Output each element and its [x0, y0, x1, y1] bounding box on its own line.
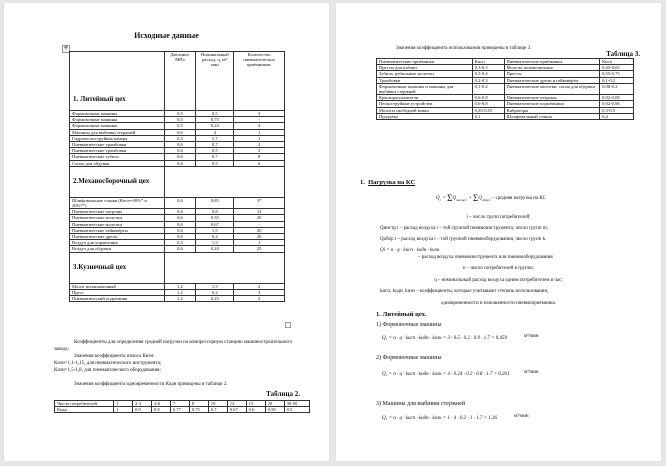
- foundry-subsection-title: 1. Литейный цех.: [376, 311, 427, 318]
- def-equipment-flow: Qобор i – расход воздуха i – той группой пневмооборудования, число групп k.: [380, 237, 547, 242]
- coefficient-value: 0,55-0,75: [600, 71, 634, 77]
- consumer-name: Продувка: [377, 113, 473, 119]
- value-cell: 0,6: [164, 197, 196, 208]
- section-1-heading: [360, 179, 415, 186]
- value-cell: 2: [234, 296, 285, 302]
- simultaneity-table: [54, 400, 310, 413]
- consumer-name: Пневматические гайковёрты: [70, 227, 165, 233]
- value-cell: 25: [234, 246, 285, 252]
- formula-term1-sub: инстр i: [455, 198, 468, 203]
- value-cell: 0,5: [196, 148, 234, 154]
- value-cell: 1: [234, 129, 285, 135]
- coefficient-value: 0,45-0,65: [600, 65, 634, 71]
- coefficient-value: 0,6-0,8: [472, 95, 504, 101]
- def-n: n – число потребителей в группе;: [462, 266, 535, 271]
- def-coefficients: kисп, kодн, kизн – коэффициенты, которые учитывают степень использования,: [380, 289, 549, 294]
- table-cell: 20: [265, 401, 284, 407]
- consumer-name: Шлифовальные станки (Кисп=40%* и 20%**): [70, 197, 165, 208]
- section-title: 2.Механосборочный цех: [70, 166, 165, 197]
- def-groups: i – число групп потребителей;: [466, 215, 531, 220]
- column-header: Кисп: [472, 59, 504, 65]
- value-cell: 0,25: [196, 296, 234, 302]
- empty-cell: [164, 166, 284, 197]
- coefficient-value: 0,1: [472, 113, 504, 119]
- table-cell: 0.77: [170, 407, 189, 413]
- table-cell: Число потребителей: [55, 401, 114, 407]
- table-cell: 0.8: [151, 407, 170, 413]
- def-group-flow: – расход воздуха пневмоинструмента или пневмооборудования: [418, 255, 553, 260]
- coefficient-value: 0,08-0,2: [600, 83, 634, 94]
- table-row: [55, 407, 310, 413]
- consumer-name: Сопло для обдувки: [70, 160, 165, 166]
- document-page-1: [4, 3, 329, 461]
- table-3-caption: Таблица 3.: [606, 50, 640, 58]
- consumer-name: Формовочные машины: [70, 117, 165, 123]
- table-cell: 0.67: [227, 407, 246, 413]
- value-cell: 1,5: [196, 240, 234, 246]
- coefficient-value: 0,4: [600, 113, 634, 119]
- section-title: 1. Литейный цех: [70, 52, 165, 111]
- table-cell: 0.7: [208, 407, 227, 413]
- column-header: Количество пневматических приёмников.: [234, 52, 285, 111]
- table-move-handle-icon[interactable]: ✥: [63, 46, 69, 51]
- consumer-name: Молоты свободной ковки: [377, 107, 473, 113]
- consumer-name: Пневматические трамбовки: [70, 142, 165, 148]
- column-header: Пневматические приёмники.: [504, 59, 600, 65]
- consumer-name: Воздух для обдувки: [70, 246, 165, 252]
- section-title: 3.Кузнечный цех: [70, 252, 165, 283]
- table-resize-handle[interactable]: [285, 322, 291, 328]
- value-cell: 0,24: [196, 123, 234, 129]
- value-cell: 20: [234, 215, 285, 221]
- table-cell: 10: [208, 401, 227, 407]
- calc-1-formula: Q₁ = n · q · kисп · kодн · kизн = 3 · 0.5 · 0.2 · 0.9 · 1.7 = 0,459: [382, 336, 507, 341]
- table-cell: 1: [114, 401, 133, 407]
- formula-lhs: Q: [436, 196, 440, 202]
- value-cell: 20: [234, 234, 285, 240]
- table-cell: 0.75: [189, 407, 208, 413]
- calc-2-unit: м³/мин: [524, 370, 539, 375]
- table-row: [70, 197, 285, 208]
- consumer-name: Формовочные машины и машины для выбивки стержней: [377, 83, 473, 94]
- value-cell: 0,5: [196, 111, 234, 117]
- consumer-name: Шлифовальный станок: [504, 113, 600, 119]
- consumer-name: Пневматические молотки: [70, 221, 165, 227]
- value-cell: 1,5: [196, 227, 234, 233]
- column-header: Номинальный расход, q, м³/мин: [196, 52, 234, 111]
- value-cell: 20: [234, 227, 285, 233]
- coefficient-value: 0,1-0,2: [600, 77, 634, 83]
- value-cell: 0,8: [196, 209, 234, 215]
- utilization-table: [376, 58, 634, 120]
- value-cell: 0,35: [196, 215, 234, 221]
- value-cell: 1,2: [164, 283, 196, 289]
- value-cell: 1,2: [164, 296, 196, 302]
- section-number: 1.: [360, 179, 365, 186]
- value-cell: 0,75: [196, 117, 234, 123]
- value-cell: 3: [234, 289, 285, 295]
- value-cell: 0,6: [164, 154, 196, 160]
- table-cell: 8: [189, 401, 208, 407]
- value-cell: 6: [234, 160, 285, 166]
- consumer-name: Прессы: [504, 71, 600, 77]
- coefficient-value: 0,02-0,06: [600, 101, 634, 107]
- value-cell: 1,2: [164, 289, 196, 295]
- consumer-name: Пневматические трамбовки: [70, 148, 165, 154]
- coefficient-value: 0,2-0,3: [472, 77, 504, 83]
- formula-lhs-sub: с: [439, 198, 442, 203]
- section-header-row: [70, 52, 285, 111]
- consumer-name: Вибраторы: [504, 107, 600, 113]
- consumer-name: Прессы для клёпки: [377, 65, 473, 71]
- consumer-name: Формовочные машины: [70, 123, 165, 129]
- consumer-name: Пневматические подъёмники: [504, 101, 600, 107]
- table-row: [377, 113, 634, 119]
- formula-term1: Q: [452, 196, 456, 202]
- sum-icon: Σ: [472, 193, 479, 203]
- value-cell: 0,67: [196, 221, 234, 227]
- value-cell: 0,6: [164, 221, 196, 227]
- value-cell: 12: [234, 209, 285, 215]
- value-cell: 2: [234, 142, 285, 148]
- value-cell: 5,7: [196, 135, 234, 141]
- value-cell: 0,5: [164, 135, 196, 141]
- formula-description: – средняя нагрузка на КС: [491, 196, 546, 202]
- total-load-formula: $Q_с = \Sigma Q_{инстр i} + \Sigma Q_{обор i}$ – средняя нагрузка на КС: [436, 193, 546, 203]
- coefficient-value: 0,1-0,2: [472, 83, 504, 94]
- value-cell: 0,6: [164, 215, 196, 221]
- calc-3-formula: Q₃ = n · q · kисп · kодн · kизн = 1 · 4 · 0.2 · 1 · 1.7 = 1.36: [382, 416, 497, 421]
- consumer-name: Пневматический подъёмник: [70, 296, 165, 302]
- coefficient-value: 0,3-0,5: [600, 107, 634, 113]
- consumer-name: Пневматические дрели и гайковёрты: [504, 77, 600, 83]
- value-cell: 0,24: [196, 246, 234, 252]
- group-flow-formula: Qi = n · q · kисп · kодн · kизн: [380, 248, 440, 253]
- value-cell: 0,5: [164, 240, 196, 246]
- wear-coefficient-equipment: Кизн=1,5-1,8, для пневматического оборудования;: [54, 368, 161, 373]
- value-cell: 0,5: [164, 111, 196, 117]
- value-cell: 0,85: [196, 197, 234, 208]
- consumer-name: Машины для выбивки стержней: [70, 129, 165, 135]
- value-cell: 0,6: [164, 209, 196, 215]
- calc-3-label: 3) Машины для выбивки стержней: [376, 401, 466, 407]
- value-cell: 4: [196, 129, 234, 135]
- table-cell: 2-3: [132, 401, 151, 407]
- value-cell: 3: [234, 148, 285, 154]
- table-row: [70, 296, 285, 302]
- value-cell: 0,6: [164, 246, 196, 252]
- consumer-name: Пневматические патроны: [504, 95, 600, 101]
- table-cell: 0.5: [284, 407, 309, 413]
- value-cell: 2: [234, 283, 285, 289]
- consumer-name: Краскораспылители: [377, 95, 473, 101]
- coefficient-value: 0,6-0,8: [472, 101, 504, 107]
- table-cell: 1: [114, 407, 133, 413]
- table-cell: 15: [246, 401, 265, 407]
- value-cell: 0,2: [196, 289, 234, 295]
- section-header-row: [70, 252, 285, 283]
- document-page-2: [336, 3, 661, 461]
- column-header: Давление, МПа: [164, 52, 196, 111]
- consumer-name: Пескоструйные устройства: [377, 101, 473, 107]
- value-cell: 0,6: [164, 148, 196, 154]
- value-cell: 0,5: [164, 117, 196, 123]
- column-header: Пневматические приёмники: [377, 59, 473, 65]
- def-coefficients-cont: одновременности и изношенности пневмоприемника.: [441, 301, 556, 306]
- consumer-name: Трамбовки: [377, 77, 473, 83]
- calc-1-label: 1) Формовочные машины: [376, 322, 442, 328]
- table-3-intro: Значения коэффициента использования приведены в таблице 3.: [396, 46, 532, 51]
- consumer-name: Молот штамповочный: [70, 283, 165, 289]
- section-title: Нагрузка на КС: [368, 179, 416, 186]
- wear-coefficient-heading: Значения коэффициента износа Кизн:: [74, 354, 155, 359]
- def-tool-flow: Qинстр i – расход воздуха i – той группой пневмоинструмента, число групп m;: [380, 226, 548, 231]
- consumer-name: Пневматические молотки, сопла для обдувки: [504, 83, 600, 94]
- value-cell: 0,7: [196, 154, 234, 160]
- formula-term2-sub: обор i: [481, 198, 491, 203]
- table-cell: 0.58: [265, 407, 284, 413]
- def-q: q – номинальный расход воздуха одним потребителем в час;: [434, 278, 563, 283]
- table-cell: Кодн: [55, 407, 114, 413]
- value-cell: 0,6: [164, 234, 196, 240]
- value-cell: 3*: [234, 197, 285, 208]
- consumer-name: Пневматические молотки: [70, 215, 165, 221]
- consumer-name: Пневматические дрели: [70, 234, 165, 240]
- source-data-table: [69, 51, 285, 302]
- value-cell: 3: [234, 111, 285, 117]
- formula-term2: Q: [478, 196, 482, 202]
- coefficient-value: 0,35-0,55: [472, 107, 504, 113]
- consumer-name: Зубила, рубильные молотки: [377, 71, 473, 77]
- calc-1-unit: м³/мин: [524, 334, 539, 339]
- table-cell: 12: [227, 401, 246, 407]
- table-cell: 30-50: [284, 401, 309, 407]
- simultaneity-intro: Значения коэффициента одновременности Кодн приведены в таблице 2.: [74, 382, 228, 387]
- table-row: [377, 83, 634, 94]
- value-cell: 1,5: [196, 283, 234, 289]
- value-cell: 1: [234, 240, 285, 246]
- value-cell: 1: [234, 135, 285, 141]
- table-2-caption: Таблица 2.: [266, 390, 300, 398]
- coefficients-intro: Коэффициенты для определения средней нагрузки на компрессорную станцию машиностроительного завода:: [54, 340, 292, 352]
- value-cell: 4: [234, 123, 285, 129]
- empty-cell: [164, 252, 284, 283]
- table-cell: 4-6: [151, 401, 170, 407]
- value-cell: 0,6: [164, 160, 196, 166]
- table-cell: 0.9: [132, 407, 151, 413]
- calc-2-formula: Q₂ = n · q · kисп · kодн · kизн = 4 · 0.24 · 0.2 · 0.8 · 1.7 = 0,261: [382, 372, 510, 377]
- value-cell: -: [234, 221, 285, 227]
- column-header: Кисп: [600, 59, 634, 65]
- value-cell: 0,6: [164, 142, 196, 148]
- value-cell: 0,7: [196, 142, 234, 148]
- consumer-name: Формовочные машины: [70, 111, 165, 117]
- calc-3-unit: м³/мин: [514, 414, 529, 419]
- value-cell: 0,5: [196, 160, 234, 166]
- value-cell: 0,6: [164, 227, 196, 233]
- page-title: Исходные данные: [134, 31, 199, 40]
- calc-2-label: 2) Формовочные машины: [376, 355, 442, 361]
- value-cell: 0,5: [164, 123, 196, 129]
- table-cell: 7: [170, 401, 189, 407]
- consumer-name: Пневматические зубила: [70, 154, 165, 160]
- value-cell: 0,6: [164, 129, 196, 135]
- coefficient-value: 0,3-0,4: [472, 71, 504, 77]
- table-cell: 0.6: [246, 407, 265, 413]
- sum-icon: Σ: [447, 193, 453, 203]
- consumer-name: Пневматические патроны: [70, 209, 165, 215]
- consumer-name: Пресс: [70, 289, 165, 295]
- consumer-name: Гидропескоструйная камера: [70, 135, 165, 141]
- value-cell: -: [234, 117, 285, 123]
- consumer-name: Воздух для управления: [70, 240, 165, 246]
- coefficient-value: 0,02-0,08: [600, 95, 634, 101]
- value-cell: 8: [234, 154, 285, 160]
- wear-coefficient-tools: Кизн=1,1-1,15, для пневматического инструмента;: [54, 361, 162, 366]
- coefficient-value: 0,3-0,5: [472, 65, 504, 71]
- section-header-row: [70, 166, 285, 197]
- consumer-name: Молоты штамповочные: [504, 65, 600, 71]
- value-cell: 0,4: [196, 234, 234, 240]
